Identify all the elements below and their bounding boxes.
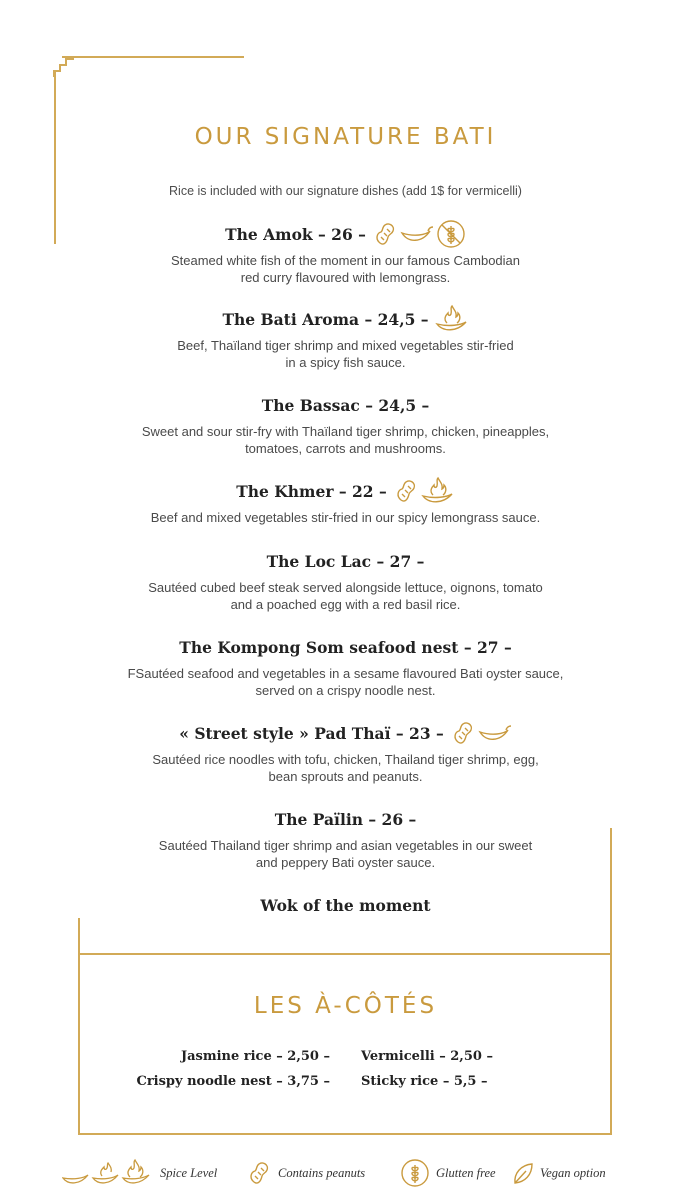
frame-right-line — [610, 828, 612, 1134]
fire-chili-icon — [435, 304, 469, 334]
dish-name: The Khmer – 22 – — [236, 481, 387, 501]
legend-gluten — [400, 1158, 496, 1188]
dish-desc-line: Beef, Thaïland tiger shrimp and mixed vegetables stir-fried — [177, 338, 514, 353]
dish-desc-line: Sautéed rice noodles with tofu, chicken, Thailand tiger shrimp, egg, — [152, 752, 539, 767]
dish-desc-line: and a poached egg with a red basil rice. — [230, 597, 461, 612]
dish-name: The Bati Aroma – 24,5 – — [222, 309, 429, 329]
peanut-icon — [450, 718, 476, 748]
legend-spice-label: Spice Level — [160, 1165, 218, 1180]
dish-loc-lac — [90, 546, 601, 613]
dish-pailin — [90, 804, 601, 871]
dish-desc-line: red curry flavoured with lemongrass. — [240, 270, 451, 285]
wok-of-the-moment: Wok of the moment — [260, 896, 431, 915]
dish-khmer — [90, 476, 601, 526]
legend-gluten-label: Glutten free — [436, 1165, 496, 1180]
frame-box-bottom — [78, 1133, 612, 1135]
frame-left-line — [54, 72, 56, 244]
legend-peanuts-label: Contains peanuts — [278, 1165, 366, 1180]
dish-name: « Street style » Pad Thaï – 23 – — [179, 723, 444, 743]
dish-desc-line: Sautéed cubed beef steak served alongside lettuce, oignons, tomato — [148, 580, 543, 595]
dish-desc-line: tomatoes, carrots and mushrooms. — [245, 441, 446, 456]
peanut-icon — [393, 476, 419, 506]
dish-desc-line: and peppery Bati oyster sauce. — [255, 855, 436, 870]
dish-desc-line: in a spicy fish sauce. — [285, 355, 406, 370]
legend-vegan — [512, 1158, 606, 1188]
frame-box-left — [78, 918, 80, 1134]
frame-top-line — [62, 56, 244, 58]
frame-box-top — [78, 953, 612, 955]
gluten-free-icon — [400, 1158, 430, 1188]
leaf-icon — [512, 1158, 534, 1188]
spice-level-icon — [62, 1158, 154, 1188]
dish-desc-line: Beef and mixed vegetables stir-fried in our spicy lemongrass sauce. — [150, 510, 541, 525]
section-title-signature: OUR SIGNATURE BATI — [194, 124, 497, 150]
dish-name: The Païlin – 26 – — [274, 809, 417, 829]
side-sticky-rice: Sticky rice – 5,5 – — [361, 1074, 488, 1089]
legend-vegan-label: Vegan option — [540, 1165, 606, 1180]
legend — [0, 1152, 691, 1192]
peanut-icon — [372, 219, 398, 249]
dish-desc-line: bean sprouts and peanuts. — [268, 769, 423, 784]
corner-ornament-icon — [52, 55, 76, 79]
side-crispy-noodle-nest: Crispy noodle nest – 3,75 – — [136, 1074, 330, 1089]
gluten-free-icon — [436, 219, 466, 249]
chili-icon — [478, 718, 512, 748]
dish-bati-aroma — [90, 304, 601, 371]
dish-desc-line: served on a crispy noodle nest. — [255, 683, 436, 698]
legend-peanuts — [246, 1158, 365, 1188]
dish-desc-line: Sautéed Thailand tiger shrimp and asian vegetables in our sweet — [158, 838, 533, 853]
peanut-icon — [246, 1158, 272, 1188]
dish-pad-thai — [90, 718, 601, 785]
dish-desc-line: Sweet and sour stir-fry with Thaïland tiger shrimp, chicken, pineapples, — [141, 424, 550, 439]
side-vermicelli: Vermicelli – 2,50 – — [361, 1049, 493, 1064]
legend-spice — [62, 1158, 217, 1188]
fire-chili-icon — [421, 476, 455, 506]
dish-desc-line: Steamed white fish of the moment in our famous Cambodian — [170, 253, 520, 268]
dish-desc-line: FSautéed seafood and vegetables in a sesame flavoured Bati oyster sauce, — [127, 666, 564, 681]
dish-name: The Loc Lac – 27 – — [266, 551, 425, 571]
side-jasmine-rice: Jasmine rice – 2,50 – — [180, 1049, 330, 1064]
section-title-sides: LES À-CÔTÉS — [253, 993, 438, 1019]
dish-name: The Bassac – 24,5 – — [261, 395, 430, 415]
intro-note: Rice is included with our signature dishes (add 1$ for vermicelli) — [169, 184, 522, 198]
dish-name: The Kompong Som seafood nest – 27 – — [179, 637, 512, 657]
dish-name: The Amok – 26 – — [225, 224, 366, 244]
dish-amok — [90, 219, 601, 286]
dish-bassac — [90, 390, 601, 457]
chili-icon — [400, 219, 434, 249]
dish-kompong-som — [90, 632, 601, 699]
